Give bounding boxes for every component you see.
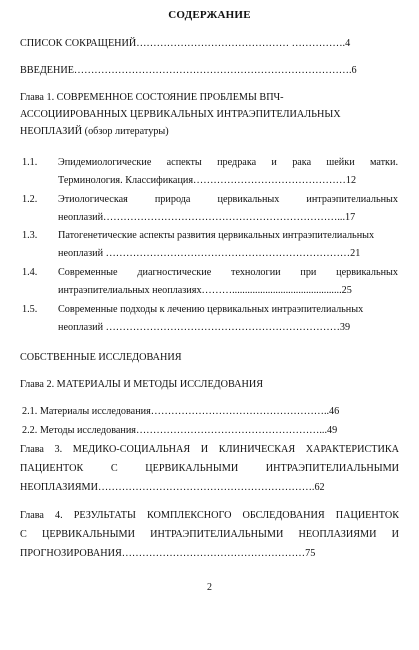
toc-entry-2-2[interactable]: 2.2. Методы исследования………………………………………………...49 [22,425,338,436]
chapter-4-line-3: ПРОГНОЗИРОВАНИЯ………………………………………………75 [20,548,316,559]
section-number: 1.4. [22,267,38,278]
toc-entry-chapter-2[interactable]: Глава 2. МАТЕРИАЛЫ И МЕТОДЫ ИССЛЕДОВАНИЯ [20,379,263,390]
section-line-1: Современные подходы к лечению цервикальных интраэпителиальных [58,304,364,315]
chapter-3-line-2: ПАЦИЕНТОК С ЦЕРВИКАЛЬНЫМИ ИНТРАЭПИТЕЛИАЛЬНЫМИ [20,463,399,474]
chapter-3-line-1: Глава 3. МЕДИКО-СОЦИАЛЬНАЯ И КЛИНИЧЕСКАЯ ХАРАКТЕРИСТИКА [20,444,399,455]
chapter-4-line-1: Глава 4. РЕЗУЛЬТАТЫ КОМПЛЕКСНОГО ОБСЛЕДОВАНИЯ ПАЦИЕНТОК [20,510,399,521]
section-line-2: Терминология. Классификация………………………………………12 [58,175,357,186]
chapter-1-line-2: АССОЦИИРОВАННЫХ ЦЕРВИКАЛЬНЫХ ИНТРАЭПИТЕЛИАЛЬНЫХ [20,109,341,120]
chapter-1-line-3: НЕОПЛАЗИЙ (обзор литературы) [20,126,169,137]
section-line-2: интраэпителиальных неоплазиях………...........................................25 [58,285,352,296]
toc-entry-chapter-4[interactable] [20,509,399,560]
toc-entry-abbreviations[interactable]: СПИСОК СОКРАЩЕНИЙ……………………………………… …………….4 [20,38,351,49]
section-number: 1.1. [22,157,38,168]
toc-heading-own-research[interactable]: СОБСТВЕННЫЕ ИССЛЕДОВАНИЯ [20,352,182,363]
chapter-4-line-2: С ЦЕРВИКАЛЬНЫМИ ИНТРАЭПИТЕЛИАЛЬНЫМИ НЕОПЛАЗИЯМИ И [20,529,399,540]
section-line-2: неоплазий……………………………………………………………...17 [58,212,356,223]
section-number: 1.3. [22,230,38,241]
toc-entry-2-1[interactable]: 2.1. Материалы исследования……………………………………………..46 [22,406,340,417]
section-number: 1.5. [22,304,38,315]
section-line-1: Патогенетические аспекты развития цервикальных интраэпителиальных [58,230,375,241]
toc-entry-introduction[interactable]: ВВЕДЕНИЕ……………………………………………………………………….6 [20,65,357,76]
section-line-1: Этиологическая природа цервикальных интраэпителиальных [58,194,398,205]
section-line-1: Эпидемиологические аспекты предрака и рака шейки матки. [58,157,398,168]
section-number: 1.2. [22,194,38,205]
toc-entry-chapter-1[interactable] [20,91,399,138]
chapter-3-line-3: НЕОПЛАЗИЯМИ……………………………………………………….62 [20,482,325,493]
page-number: 2 [207,582,212,593]
toc-entry-chapter-3[interactable] [20,443,399,494]
section-line-2: неоплазий ………………………………………………………………21 [58,248,361,259]
toc-title: СОДЕРЖАНИЕ [168,9,251,21]
section-line-1: Современные диагностические технологии при цервикальных [58,267,398,278]
section-line-2: неоплазий ……………………………………………………………39 [58,322,351,333]
chapter-1-line-1: Глава 1. СОВРЕМЕННОЕ СОСТОЯНИЕ ПРОБЛЕМЫ ВПЧ- [20,92,284,103]
